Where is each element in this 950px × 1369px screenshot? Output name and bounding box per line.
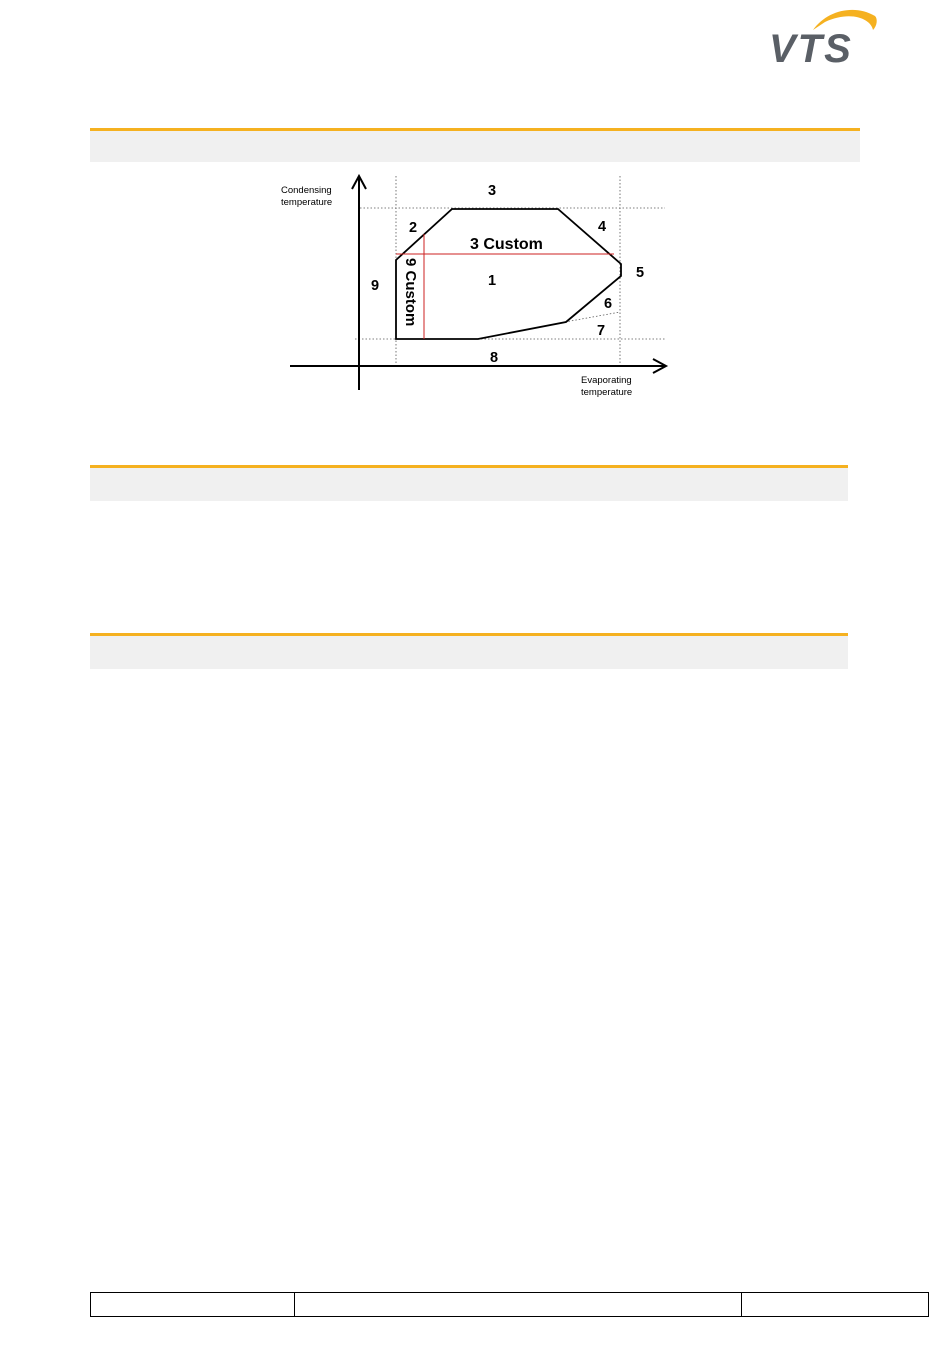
footer-cell-right: [741, 1293, 928, 1316]
zone-label-1: 1: [488, 273, 497, 289]
custom-top-label: 3 Custom: [470, 236, 543, 253]
custom-left-label: 9 Custom: [402, 258, 419, 327]
x-axis-label-line1: Evaporating: [581, 375, 632, 386]
zone-label-4: 4: [598, 219, 607, 235]
footer-cell-center: [294, 1293, 741, 1316]
zone-label-3: 3: [488, 183, 497, 199]
section-bar-2: [90, 465, 848, 501]
section-bar-1: [90, 128, 860, 162]
y-axis-label-line1: Condensing: [281, 185, 332, 196]
boundary-lines: [355, 176, 665, 364]
logo-text: VTS: [769, 27, 853, 68]
footer-cell-left: [91, 1293, 294, 1316]
zone-label-8: 8: [490, 350, 499, 366]
x-axis-label-line2: temperature: [581, 387, 633, 398]
envelope-polygon: [396, 209, 621, 339]
vts-logo: [765, 4, 880, 68]
operating-envelope-diagram: [270, 164, 680, 404]
footer-table: [90, 1292, 929, 1317]
zone-label-9: 9: [371, 278, 380, 294]
section-bar-3: [90, 633, 848, 669]
y-axis-label-line2: temperature: [281, 197, 333, 208]
zone-label-7: 7: [597, 323, 606, 339]
zone-label-6: 6: [604, 296, 613, 312]
zone-label-2: 2: [409, 220, 418, 236]
zone-label-5: 5: [636, 265, 645, 281]
